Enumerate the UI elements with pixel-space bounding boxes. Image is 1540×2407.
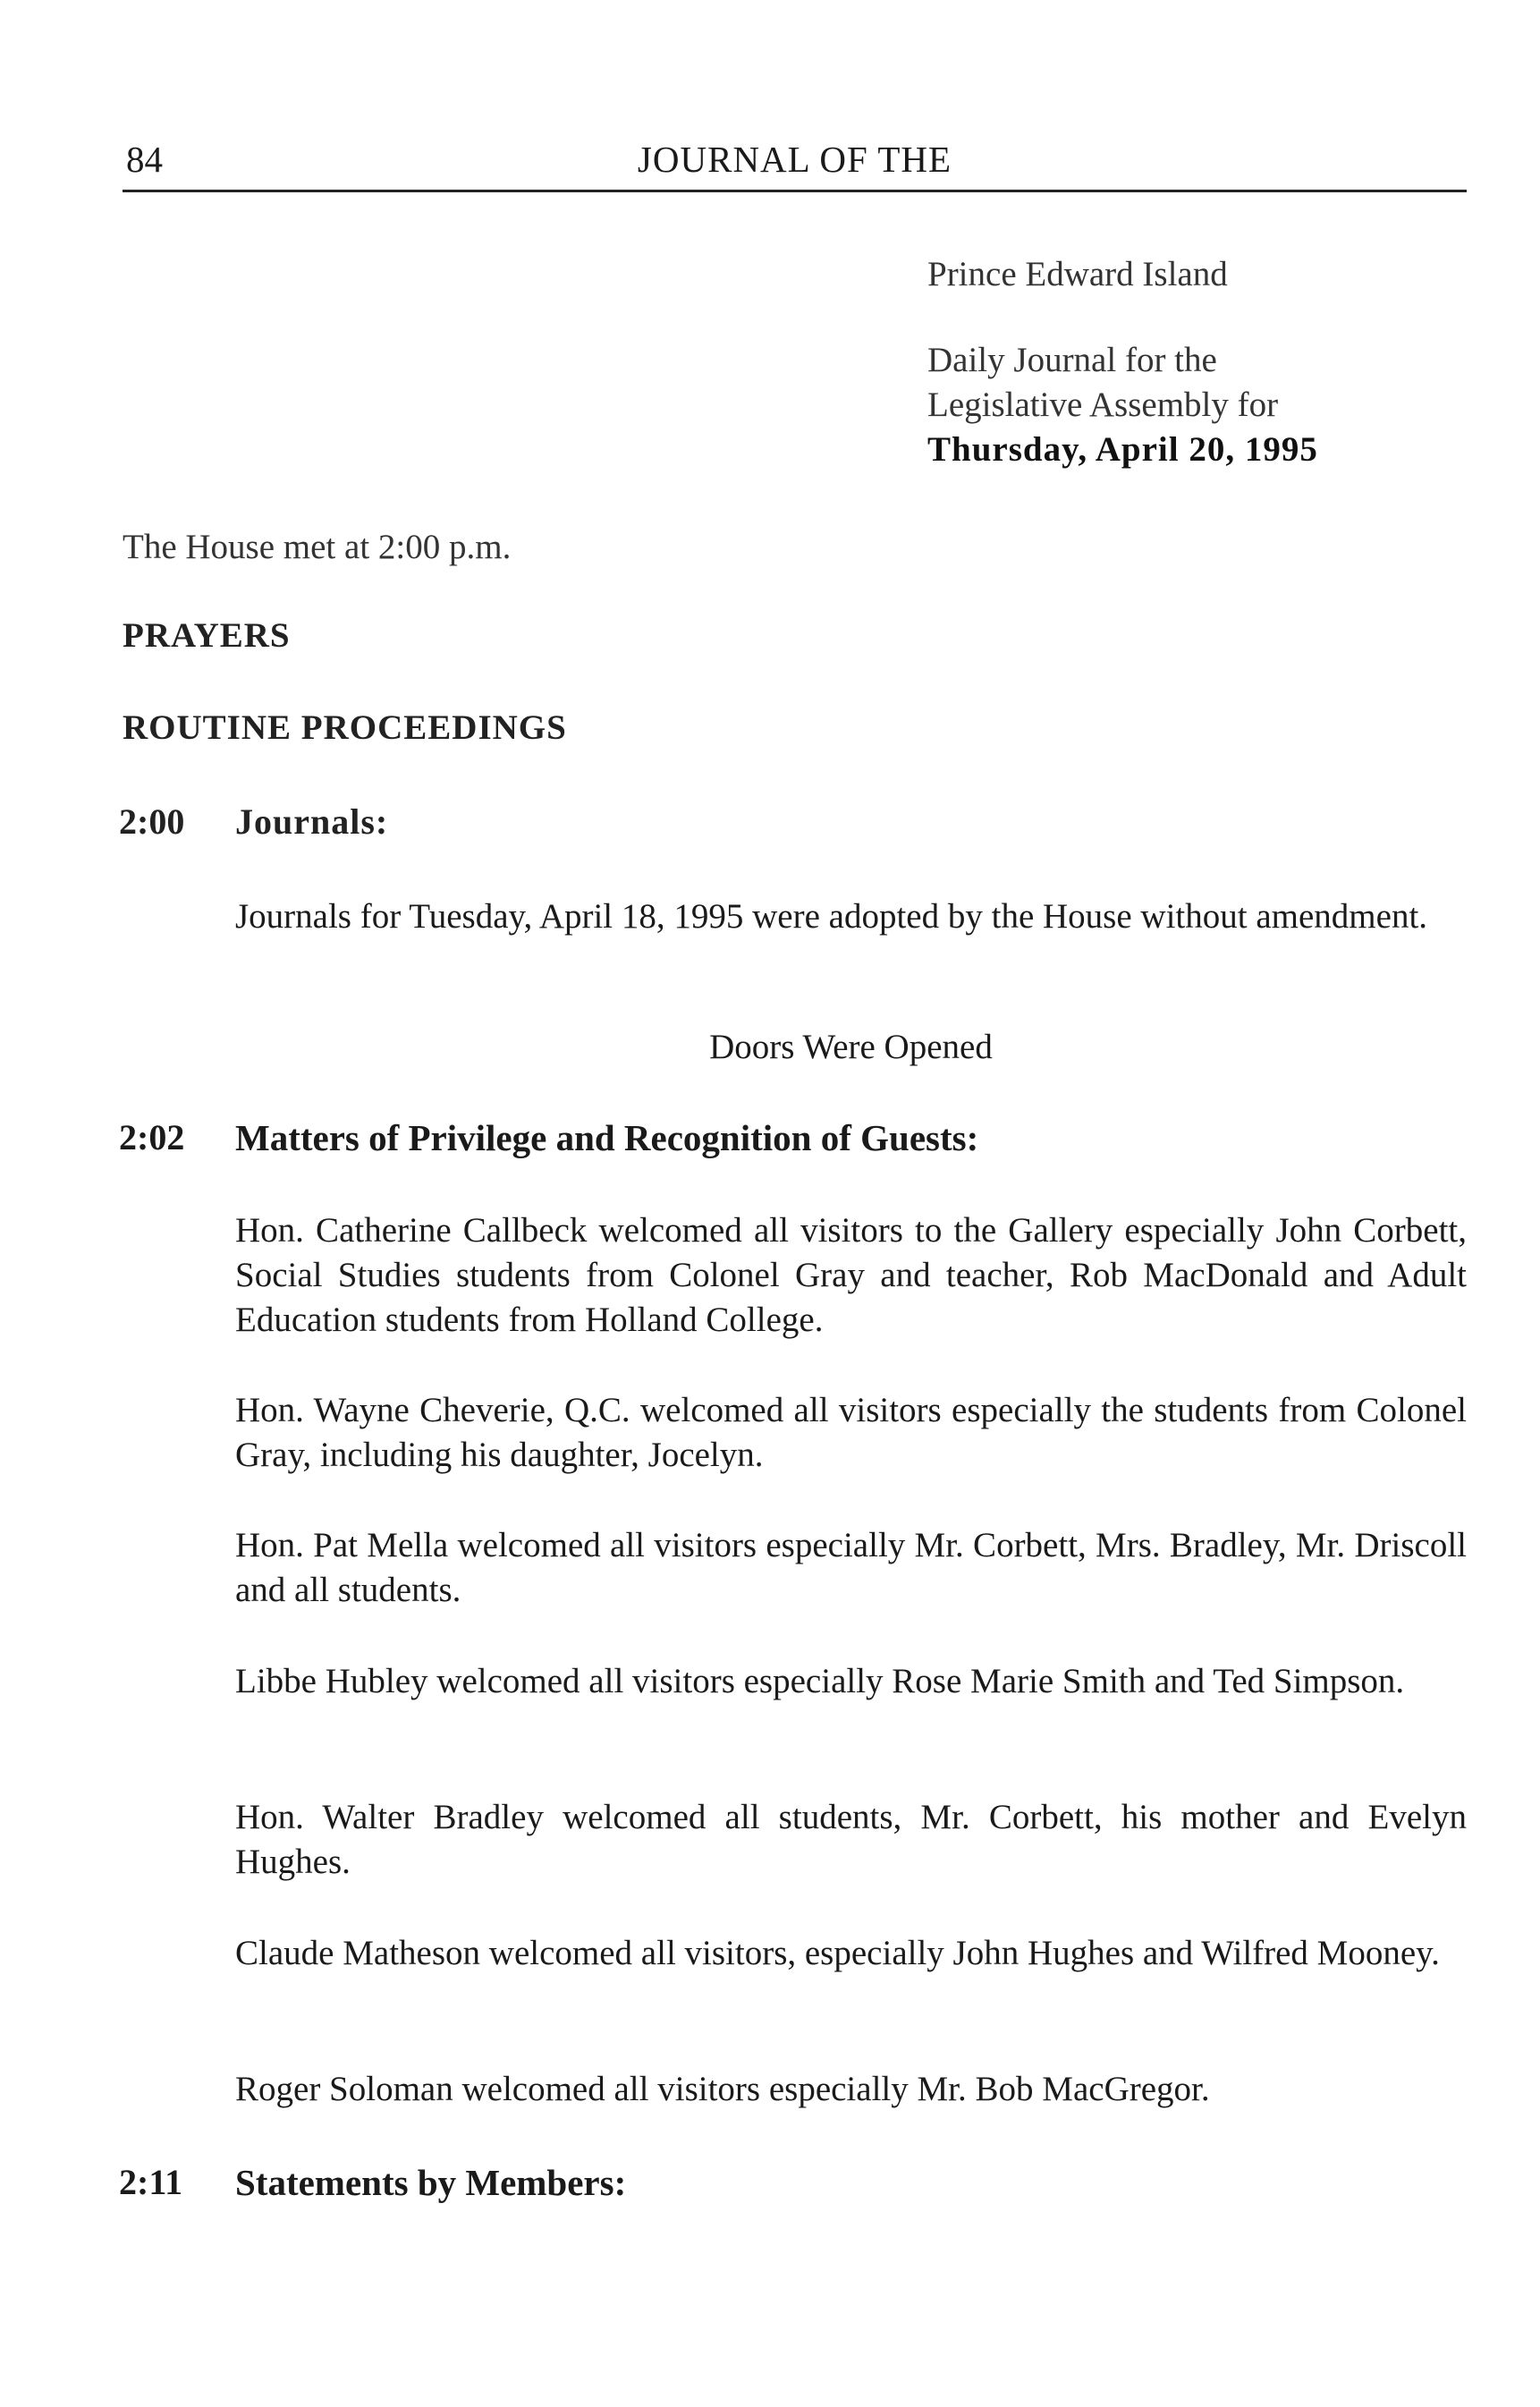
guest-paragraph-soloman: Roger Soloman welcomed all visitors especially Mr. Bob MacGregor. <box>235 2070 1210 2108</box>
journal-date: Thursday, April 20, 1995 <box>927 430 1318 469</box>
running-header <box>123 134 1467 192</box>
section-prayers: PRAYERS <box>123 616 291 655</box>
province-name: Prince Edward Island <box>927 255 1228 293</box>
time-journals: 2:00 <box>119 801 185 842</box>
meeting-time: The House met at 2:00 p.m. <box>123 528 512 566</box>
heading-privilege-recognition: Matters of Privilege and Recognition of Guests: <box>235 1117 979 1158</box>
journal-description-line-2: Legislative Assembly for <box>927 386 1279 424</box>
guest-paragraph-bradley: Hon. Walter Bradley welcomed all students, Mr. Corbett, his mother and Evelyn Hughes. <box>235 1798 1467 1881</box>
doors-opened-note: Doors Were Opened <box>709 1028 993 1066</box>
time-statements: 2:11 <box>119 2162 183 2202</box>
heading-statements-by-members: Statements by Members: <box>235 2162 627 2203</box>
journals-text: Journals for Tuesday, April 18, 1995 were adopted by the House without amendment. <box>235 897 1428 936</box>
time-privilege: 2:02 <box>119 1117 185 1157</box>
page-number: 84 <box>126 139 163 180</box>
journal-title: JOURNAL OF THE <box>637 139 952 180</box>
section-routine-proceedings: ROUTINE PROCEEDINGS <box>123 708 567 747</box>
guest-paragraph-cheverie: Hon. Wayne Cheverie, Q.C. welcomed all visitors especially the students from Colonel Gray, including his daughter, Jocelyn. <box>235 1391 1467 1474</box>
journal-description-line-1: Daily Journal for the <box>927 341 1217 379</box>
guest-paragraph-matheson: Claude Matheson welcomed all visitors, especially John Hughes and Wilfred Mooney. <box>235 1934 1440 1972</box>
title-block <box>927 252 1467 472</box>
guest-paragraph-callbeck: Hon. Catherine Callbeck welcomed all visitors to the Gallery especially John Corbett, Social Studies students from Colonel Gray and teacher, Rob MacDonald and Adult Education students from Holland College. <box>235 1211 1467 1339</box>
guest-paragraph-hubley: Libbe Hubley welcomed all visitors especially Rose Marie Smith and Ted Simpson. <box>235 1662 1405 1700</box>
guest-paragraph-mella: Hon. Pat Mella welcomed all visitors especially Mr. Corbett, Mrs. Bradley, Mr. Driscoll and all students. <box>235 1526 1467 1609</box>
heading-journals: Journals: <box>235 801 389 842</box>
